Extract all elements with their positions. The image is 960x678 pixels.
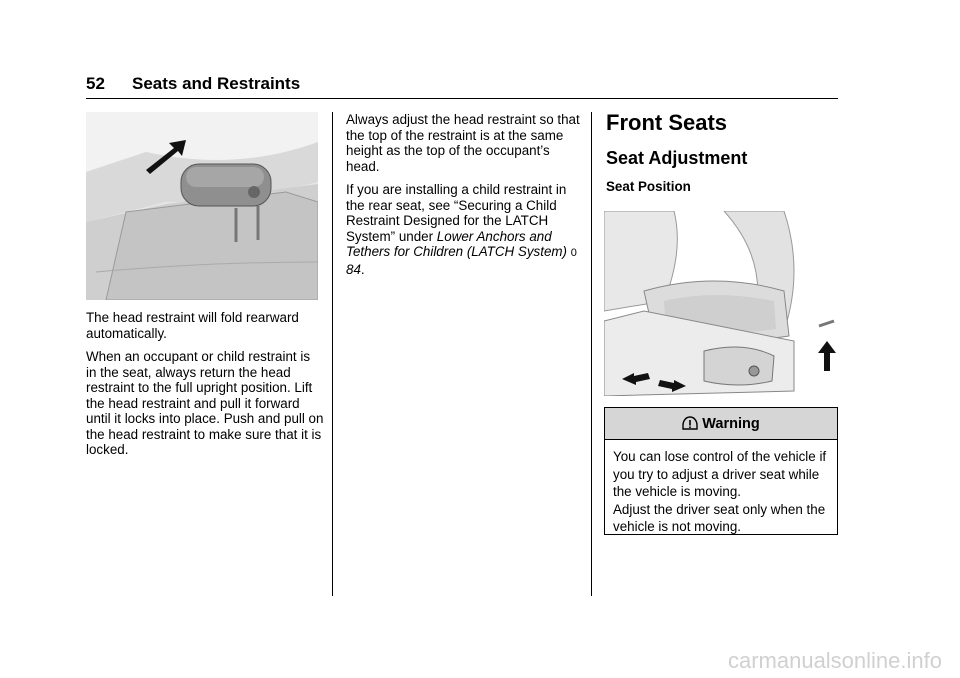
- heading-front-seats: Front Seats: [606, 110, 728, 135]
- column-divider: [332, 112, 333, 596]
- head-restraint-illustration: [86, 112, 318, 300]
- heading-seat-position: Seat Position: [606, 179, 691, 194]
- warning-icon: [682, 416, 698, 432]
- column-divider: [591, 112, 592, 596]
- page-number: 52: [86, 74, 105, 93]
- page-reference-icon: 0: [570, 247, 577, 259]
- warning-paragraph: You can lose control of the vehicle if you try to adjust a driver seat while the vehicle is moving.: [613, 449, 827, 499]
- warning-paragraph: Adjust the driver seat only when the vehicle is not moving.: [613, 501, 826, 534]
- column-1-text: [86, 310, 324, 466]
- warning-header: [605, 408, 837, 440]
- paragraph: The head restraint will fold rearward automatically.: [86, 310, 299, 341]
- seat-position-illustration: [604, 211, 837, 396]
- paragraph-end: .: [360, 261, 365, 277]
- warning-box: [604, 407, 838, 535]
- paragraph-text: If you are installing a child restraint in the rear seat, see “Securing a Child Restraint Designed for the LATCH System” under: [346, 182, 567, 244]
- watermark: carmanualsonline.info: [727, 648, 942, 673]
- warning-title: Warning: [702, 415, 760, 432]
- cross-reference-link[interactable]: Lower Anchors and Tethers for Children (LATCH System): [346, 228, 568, 259]
- warning-body: [605, 440, 837, 536]
- heading-seat-adjustment: Seat Adjustment: [606, 148, 748, 168]
- page-reference-number[interactable]: 84: [346, 261, 361, 277]
- page-header: [86, 70, 838, 99]
- paragraph: [346, 182, 584, 277]
- paragraph: Always adjust the head restraint so that the top of the restraint is at the same height as the top of the occupant’s head.: [346, 112, 580, 174]
- paragraph: When an occupant or child restraint is in the seat, always return the head restraint to the full upright position. Lift the head restraint and pull it forward until it locks into place. Push and pull on the head restraint to make sure that it is locked.: [86, 349, 324, 457]
- column-2-text: [346, 112, 584, 285]
- section-title: Seats and Restraints: [132, 74, 301, 93]
